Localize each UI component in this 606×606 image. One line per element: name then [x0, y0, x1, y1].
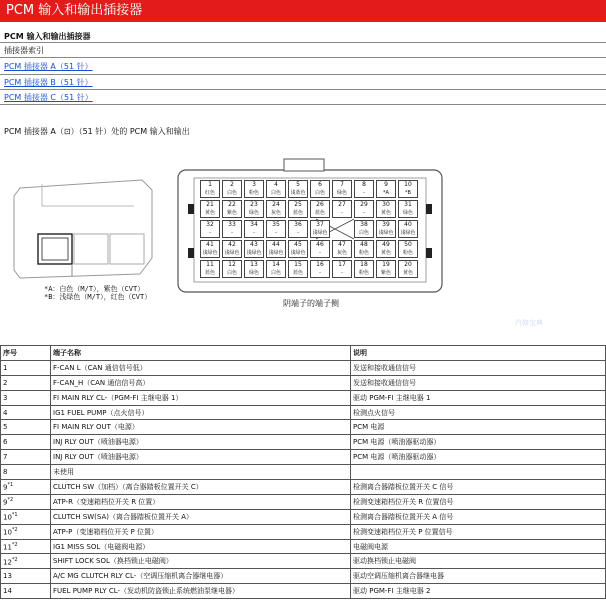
diagram-title: PCM 插接器 A（⊡）（51 针）处的 PCM 输入和输出 [4, 127, 190, 136]
table-row [1, 539, 606, 554]
divider [0, 74, 606, 75]
header-desc: 说明 [351, 346, 606, 361]
pin-number: 15 [294, 261, 302, 268]
pin-number: 32 [206, 221, 214, 228]
cell-desc: 检测离合器踏板位置开关 C 信号 [351, 480, 606, 495]
pin-color: 浅绿色 [378, 230, 394, 236]
pin-36 [288, 220, 308, 238]
pin-number: 39 [382, 221, 390, 228]
pin-color: 绿色 [248, 270, 259, 276]
pin-color: 浅绿色 [400, 230, 416, 236]
pin-color: 灰色 [270, 210, 281, 216]
pin-18 [354, 260, 374, 278]
cell-no: 9$^{*2}$ [1, 494, 51, 509]
cell-name: IG1 MISS SOL（电磁阀电源） [51, 539, 351, 554]
pin-color: 灰色 [336, 250, 347, 256]
pin-color: 白色 [226, 190, 237, 196]
pin-15 [288, 260, 308, 278]
pin-color: 绿色 [336, 190, 347, 196]
pin-color: 蓝色 [204, 270, 215, 276]
pin-17 [332, 260, 352, 278]
divider [0, 42, 606, 43]
pin-4 [266, 180, 286, 198]
table-row [1, 465, 606, 480]
header-name: 端子名称 [51, 346, 351, 361]
cell-desc [351, 465, 606, 480]
pin-27 [332, 200, 352, 218]
pin-number: 31 [404, 201, 412, 208]
cell-desc: 驱动换档锁止电磁阀 [351, 554, 606, 569]
cell-no: 14 [1, 584, 51, 599]
pin-color: 蓝色 [314, 210, 325, 216]
pin-color: 粉色 [358, 270, 369, 276]
pin-number: 24 [272, 201, 280, 208]
pin-color: 粉色 [358, 250, 369, 256]
pin-number: 1 [208, 181, 212, 188]
cell-desc: 电磁阀电源 [351, 539, 606, 554]
cell-name: FUEL PUMP RLY CL-（发动机防盗锁止系统燃油泵继电器） [51, 584, 351, 599]
pin-42 [222, 240, 242, 258]
pin-44 [266, 240, 286, 258]
pin-number: 7 [340, 181, 344, 188]
pin-13 [244, 260, 264, 278]
pin-number: 25 [294, 201, 302, 208]
pin-number: 48 [360, 241, 368, 248]
pin-6 [310, 180, 330, 198]
table-row [1, 509, 606, 524]
cell-desc: PCM 电源（喷油器驱动器） [351, 435, 606, 450]
pin-37 [310, 220, 330, 238]
pin-2 [222, 180, 242, 198]
pin-number: 10 [404, 181, 412, 188]
pin-color: - [231, 230, 233, 236]
pin-33 [222, 220, 242, 238]
pin-color: - [297, 230, 299, 236]
pin-color: 粉色 [248, 190, 259, 196]
pin-30 [376, 200, 396, 218]
pin-number: 38 [360, 221, 368, 228]
cell-no: 1 [1, 360, 51, 375]
cell-no: 3 [1, 390, 51, 405]
cell-name: 未使用 [51, 465, 351, 480]
page-banner [0, 0, 606, 22]
pin-29 [354, 200, 374, 218]
pin-number: 50 [404, 241, 412, 248]
table-row [1, 569, 606, 584]
divider [0, 104, 606, 105]
pin-color: 绿色 [248, 210, 259, 216]
table-header-row [1, 346, 606, 361]
cell-desc: 检测离合器踏板位置开关 A 信号 [351, 509, 606, 524]
pin-number: 21 [206, 201, 214, 208]
cell-name: F-CAN_H（CAN 通信信号高） [51, 375, 351, 390]
table-row [1, 584, 606, 599]
table-row [1, 360, 606, 375]
pin-color: - [319, 250, 321, 256]
cell-desc: PCM 电源 [351, 420, 606, 435]
pin-number: 4 [274, 181, 278, 188]
pin-47 [332, 240, 352, 258]
cell-no: 4 [1, 405, 51, 420]
cell-desc: 发送和接收通信信号 [351, 360, 606, 375]
pin-color: 浅绿色 [290, 250, 306, 256]
pin-color: 紫色 [380, 270, 391, 276]
pin-49 [376, 240, 396, 258]
pin-32 [200, 220, 220, 238]
index-heading: 插接器索引 [4, 46, 44, 55]
link-connector-a[interactable]: PCM 插接器 A（51 针） [4, 62, 93, 71]
pin-color: 黄色 [204, 210, 215, 216]
table-row [1, 494, 606, 509]
pin-number: 43 [250, 241, 258, 248]
pin-color: 蓝色 [292, 270, 303, 276]
header-no: 序号 [1, 346, 51, 361]
cell-desc: 驱动 PGM-FI 主继电器 1 [351, 390, 606, 405]
pin-color: 白色 [270, 270, 281, 276]
pin-number: 17 [338, 261, 346, 268]
cell-desc: 检测变速箱档位开关 P 位置信号 [351, 524, 606, 539]
cell-name: FI MAIN RLY CL-（PGM-FI 主继电器 1） [51, 390, 351, 405]
pin-number: 29 [360, 201, 368, 208]
pin-number: 16 [316, 261, 324, 268]
cell-name: CLUTCH SW（加档）（离合器踏板位置开关 C） [51, 480, 351, 495]
pin-8 [354, 180, 374, 198]
pin-number: 11 [206, 261, 214, 268]
pin-number: 6 [318, 181, 322, 188]
pin-color: 黄色 [380, 250, 391, 256]
pin-number: 46 [316, 241, 324, 248]
cell-no: 6 [1, 435, 51, 450]
pin-43 [244, 240, 264, 258]
cell-name: A/C MG CLUTCH RLY CL-（空调压缩机离合器继电器） [51, 569, 351, 584]
watermark: 汽修宝典 [515, 319, 543, 327]
pin-color: 浅绿色 [312, 230, 328, 236]
pin-number: 45 [294, 241, 302, 248]
pin-40 [398, 220, 418, 238]
pin-7 [332, 180, 352, 198]
pin-color: 白色 [226, 270, 237, 276]
pin-number: 49 [382, 241, 390, 248]
link-connector-c[interactable]: PCM 插接器 C（51 针） [4, 93, 93, 102]
pin-1 [200, 180, 220, 198]
pin-color: 紫色 [226, 210, 237, 216]
table-row [1, 405, 606, 420]
cell-no: 10$^{*2}$ [1, 524, 51, 539]
cell-no: 13 [1, 569, 51, 584]
table-row [1, 375, 606, 390]
pin-34 [244, 220, 264, 238]
cell-name: F-CAN L（CAN 通信信号低） [51, 360, 351, 375]
cell-no: 2 [1, 375, 51, 390]
pin-number: 12 [228, 261, 236, 268]
cell-desc: PCM 电源（喷油器驱动器） [351, 450, 606, 465]
pin-color: 浅绿色 [246, 250, 262, 256]
pin-table [0, 345, 606, 599]
table-row [1, 390, 606, 405]
legend-b: *B：浅绿色（M/T），红色（CVT） [44, 293, 152, 301]
pin-45 [288, 240, 308, 258]
connector-caption: 阴端子的端子侧 [283, 299, 339, 308]
pin-10 [398, 180, 418, 198]
pin-color: 白色 [358, 230, 369, 236]
cell-no: 11$^{*2}$ [1, 539, 51, 554]
pin-color: 黄色 [402, 270, 413, 276]
cell-desc: 发送和接收通信信号 [351, 375, 606, 390]
table-row [1, 524, 606, 539]
pin-number: 35 [272, 221, 280, 228]
cell-desc: 检测变速箱档位开关 R 位置信号 [351, 494, 606, 509]
pin-color: 红色 [204, 190, 215, 196]
pin-19 [376, 260, 396, 278]
pin-number: 44 [272, 241, 280, 248]
cell-no: 12$^{*2}$ [1, 554, 51, 569]
pin-20 [398, 260, 418, 278]
pin-color: - [253, 230, 255, 236]
pin-number: 34 [250, 221, 258, 228]
cell-name: INJ RLY OUT（喷油器电源） [51, 435, 351, 450]
pin-24 [266, 200, 286, 218]
connector-a-face [176, 158, 446, 294]
pcm-unit-sketch [12, 178, 154, 282]
pin-color: 黄色 [380, 210, 391, 216]
cell-no: 7 [1, 450, 51, 465]
cell-name: INJ RLY OUT（喷油器电源） [51, 450, 351, 465]
pin-31 [398, 200, 418, 218]
pin-color: - [275, 230, 277, 236]
pin-number: 40 [404, 221, 412, 228]
pin-number: 3 [252, 181, 256, 188]
pin-color: 白色 [314, 190, 325, 196]
pin-color: - [341, 270, 343, 276]
pin-9 [376, 180, 396, 198]
pin-number: 5 [296, 181, 300, 188]
pin-14 [266, 260, 286, 278]
pin-number: 13 [250, 261, 258, 268]
pin-color: 绿色 [402, 210, 413, 216]
pin-color: - [363, 210, 365, 216]
pin-23 [244, 200, 264, 218]
pin-3 [244, 180, 264, 198]
pin-12 [222, 260, 242, 278]
pin-color: 浅绿色 [268, 250, 284, 256]
table-row [1, 420, 606, 435]
pin-color: 浅蓝色 [290, 190, 306, 196]
cell-no: 10$^{*1}$ [1, 509, 51, 524]
pin-16 [310, 260, 330, 278]
link-connector-b[interactable]: PCM 插接器 B（51 针） [4, 78, 93, 87]
pin-number: 42 [228, 241, 236, 248]
pin-38 [354, 220, 374, 238]
table-row [1, 554, 606, 569]
pin-5 [288, 180, 308, 198]
cell-name: ATP-R（变速箱档位开关 R 位置） [51, 494, 351, 509]
pin-color: *A [383, 190, 389, 196]
cell-no: 9$^{*1}$ [1, 480, 51, 495]
cell-desc: 驱动空调压缩机离合器继电器 [351, 569, 606, 584]
pin-number: 8 [362, 181, 366, 188]
pin-number: 9 [384, 181, 388, 188]
table-row [1, 480, 606, 495]
cell-name: FI MAIN RLY OUT（电源） [51, 420, 351, 435]
pin-color: - [319, 270, 321, 276]
pin-number: 27 [338, 201, 346, 208]
pin-11 [200, 260, 220, 278]
pin-41 [200, 240, 220, 258]
divider [0, 57, 606, 58]
pin-color: 粉色 [402, 250, 413, 256]
section-title: PCM 输入和输出插接器 [4, 32, 91, 41]
pin-number: 30 [382, 201, 390, 208]
pin-number: 20 [404, 261, 412, 268]
pin-21 [200, 200, 220, 218]
pin-number: 26 [316, 201, 324, 208]
cell-name: IG1 FUEL PUMP（点火信号） [51, 405, 351, 420]
table-row [1, 450, 606, 465]
divider [0, 89, 606, 90]
pin-number: 47 [338, 241, 346, 248]
pin-25 [288, 200, 308, 218]
pin-22 [222, 200, 242, 218]
legend-a: *A：白色（M/T），紫色（CVT） [44, 285, 145, 293]
pin-color: - [209, 230, 211, 236]
cell-desc: 检测点火信号 [351, 405, 606, 420]
cell-no: 8 [1, 465, 51, 480]
page-title: PCM 输入和输出插接器 [6, 3, 143, 18]
pin-color: 浅绿色 [224, 250, 240, 256]
pin-26 [310, 200, 330, 218]
pin-color: 白色 [270, 190, 281, 196]
pin-number: 18 [360, 261, 368, 268]
cell-name: SHIFT LOCK SOL（换档锁止电磁阀） [51, 554, 351, 569]
pin-46 [310, 240, 330, 258]
pin-35 [266, 220, 286, 238]
pin-number: 36 [294, 221, 302, 228]
cell-desc: 驱动 PGM-FI 主继电器 2 [351, 584, 606, 599]
pin-39 [376, 220, 396, 238]
table-row [1, 435, 606, 450]
pin-number: 2 [230, 181, 234, 188]
pin-color: *B [405, 190, 411, 196]
pin-number: 14 [272, 261, 280, 268]
pin-number: 37 [316, 221, 324, 228]
pin-color: 蓝色 [292, 210, 303, 216]
pin-color: 浅绿色 [202, 250, 218, 256]
cell-name: CLUTCH SW(SA)（离合器踏板位置开关 A） [51, 509, 351, 524]
pin-48 [354, 240, 374, 258]
pin-number: 22 [228, 201, 236, 208]
pin-number: 33 [228, 221, 236, 228]
pin-number: 23 [250, 201, 258, 208]
pin-number: 19 [382, 261, 390, 268]
pin-50 [398, 240, 418, 258]
pin-number: 41 [206, 241, 214, 248]
cell-name: ATP-P（变速箱档位开关 P 位置） [51, 524, 351, 539]
pin-color: - [341, 210, 343, 216]
cell-no: 5 [1, 420, 51, 435]
pin-color: - [363, 190, 365, 196]
